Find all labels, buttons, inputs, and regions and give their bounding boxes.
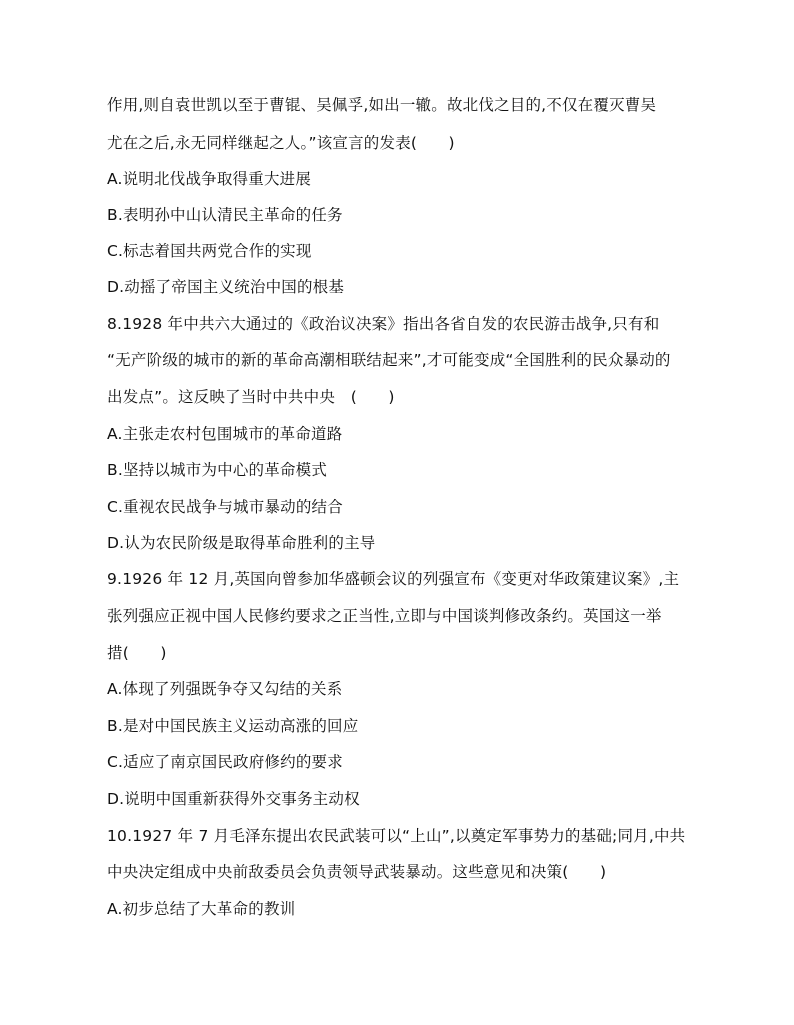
q8-option-c: C.重视农民战争与城市暴动的结合 — [107, 498, 343, 516]
q9-option-a: A.体现了列强既争夺又勾结的关系 — [107, 680, 343, 698]
q7-option-b: B.表明孙中山认清民主革命的任务 — [107, 206, 343, 224]
q9-text-line-3: 措( ) — [107, 644, 167, 662]
q9-option-b: B.是对中国民族主义运动高涨的回应 — [107, 717, 359, 735]
q9-text-line-1: 9.1926 年 12 月,英国向曾参加华盛顿会议的列强宣布《变更对华政策建议案》,主 — [107, 570, 680, 588]
q7-option-c: C.标志着国共两党合作的实现 — [107, 242, 312, 260]
q8-option-d: D.认为农民阶级是取得革命胜利的主导 — [107, 534, 376, 552]
q7-option-a: A.说明北伐战争取得重大进展 — [107, 170, 312, 188]
q8-text-line-1: 8.1928 年中共六大通过的《政治议决案》指出各省自发的农民游击战争,只有和 — [107, 315, 660, 333]
q7-text-line-2: 尤在之后,永无同样继起之人。”该宣言的发表( ) — [107, 134, 455, 152]
q9-option-d: D.说明中国重新获得外交事务主动权 — [107, 790, 360, 808]
q10-text-line-2: 中央决定组成中央前敌委员会负责领导武装暴动。这些意见和决策( ) — [107, 863, 607, 881]
q10-text-line-1: 10.1927 年 7 月毛泽东提出农民武装可以“上山”,以奠定军事势力的基础;同月,中共 — [107, 827, 686, 845]
q8-text-line-2: “无产阶级的城市的新的革命高潮相联结起来”,才可能变成“全国胜利的民众暴动的 — [107, 351, 671, 369]
q9-text-line-2: 张列强应正视中国人民修约要求之正当性,立即与中国谈判修改条约。英国这一举 — [107, 607, 662, 625]
q10-option-a: A.初步总结了大革命的教训 — [107, 900, 296, 918]
q7-option-d: D.动摇了帝国主义统治中国的根基 — [107, 278, 345, 296]
q8-option-a: A.主张走农村包围城市的革命道路 — [107, 425, 343, 443]
q7-text-line-1: 作用,则自袁世凯以至于曹锟、吴佩孚,如出一辙。故北伐之目的,不仅在覆灭曹吴 — [107, 96, 657, 114]
q9-option-c: C.适应了南京国民政府修约的要求 — [107, 753, 343, 771]
q8-option-b: B.坚持以城市为中心的革命模式 — [107, 461, 328, 479]
q8-text-line-3: 出发点”。这反映了当时中共中央 ( ) — [107, 388, 395, 406]
